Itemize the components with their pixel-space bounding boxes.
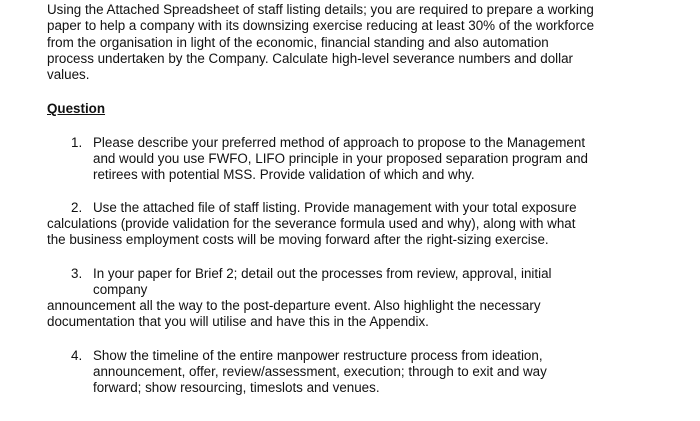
question-line: the business employment costs will be moving forward after the right-sizing exercise. — [47, 232, 549, 247]
question-heading: Question — [47, 101, 106, 116]
intro-line: paper to help a company with its downsizing exercise reducing at least 30% of the workforce — [47, 18, 595, 33]
question-line: announcement all the way to the post-departure event. Also highlight the necessary — [47, 298, 541, 313]
question-line: company — [93, 282, 148, 297]
question-line: retirees with potential MSS. Provide validation of which and why. — [93, 167, 475, 182]
question-number: 1. — [71, 135, 83, 150]
question-line: Show the timeline of the entire manpower restructure process from ideation, — [93, 348, 543, 363]
question-line: forward; show resourcing, timeslots and venues. — [93, 380, 380, 395]
intro-line: from the organisation in light of the economic, financial standing and also automation — [47, 35, 549, 50]
question-line: announcement, offer, review/assessment, execution; through to exit and way — [93, 364, 547, 379]
intro-line: process undertaken by the Company. Calculate high-level severance numbers and dollar — [47, 51, 574, 66]
question-line: Please describe your preferred method of approach to propose to the Management — [93, 135, 586, 150]
intro-line: values. — [47, 67, 90, 82]
question-number: 2. — [71, 200, 83, 215]
question-line: In your paper for Brief 2; detail out the processes from review, approval, initial — [93, 266, 552, 281]
question-line: and would you use FWFO, LIFO principle in your proposed separation program and — [93, 151, 588, 166]
question-line: Use the attached file of staff listing. Provide management with your total exposure — [93, 200, 577, 215]
question-number: 3. — [71, 266, 83, 281]
question-number: 4. — [71, 348, 83, 363]
intro-line: Using the Attached Spreadsheet of staff listing details; you are required to prepare a working — [47, 2, 594, 17]
question-line: documentation that you will utilise and have this in the Appendix. — [47, 314, 429, 329]
question-line: calculations (provide validation for the severance formula used and why), along with what — [47, 216, 576, 231]
